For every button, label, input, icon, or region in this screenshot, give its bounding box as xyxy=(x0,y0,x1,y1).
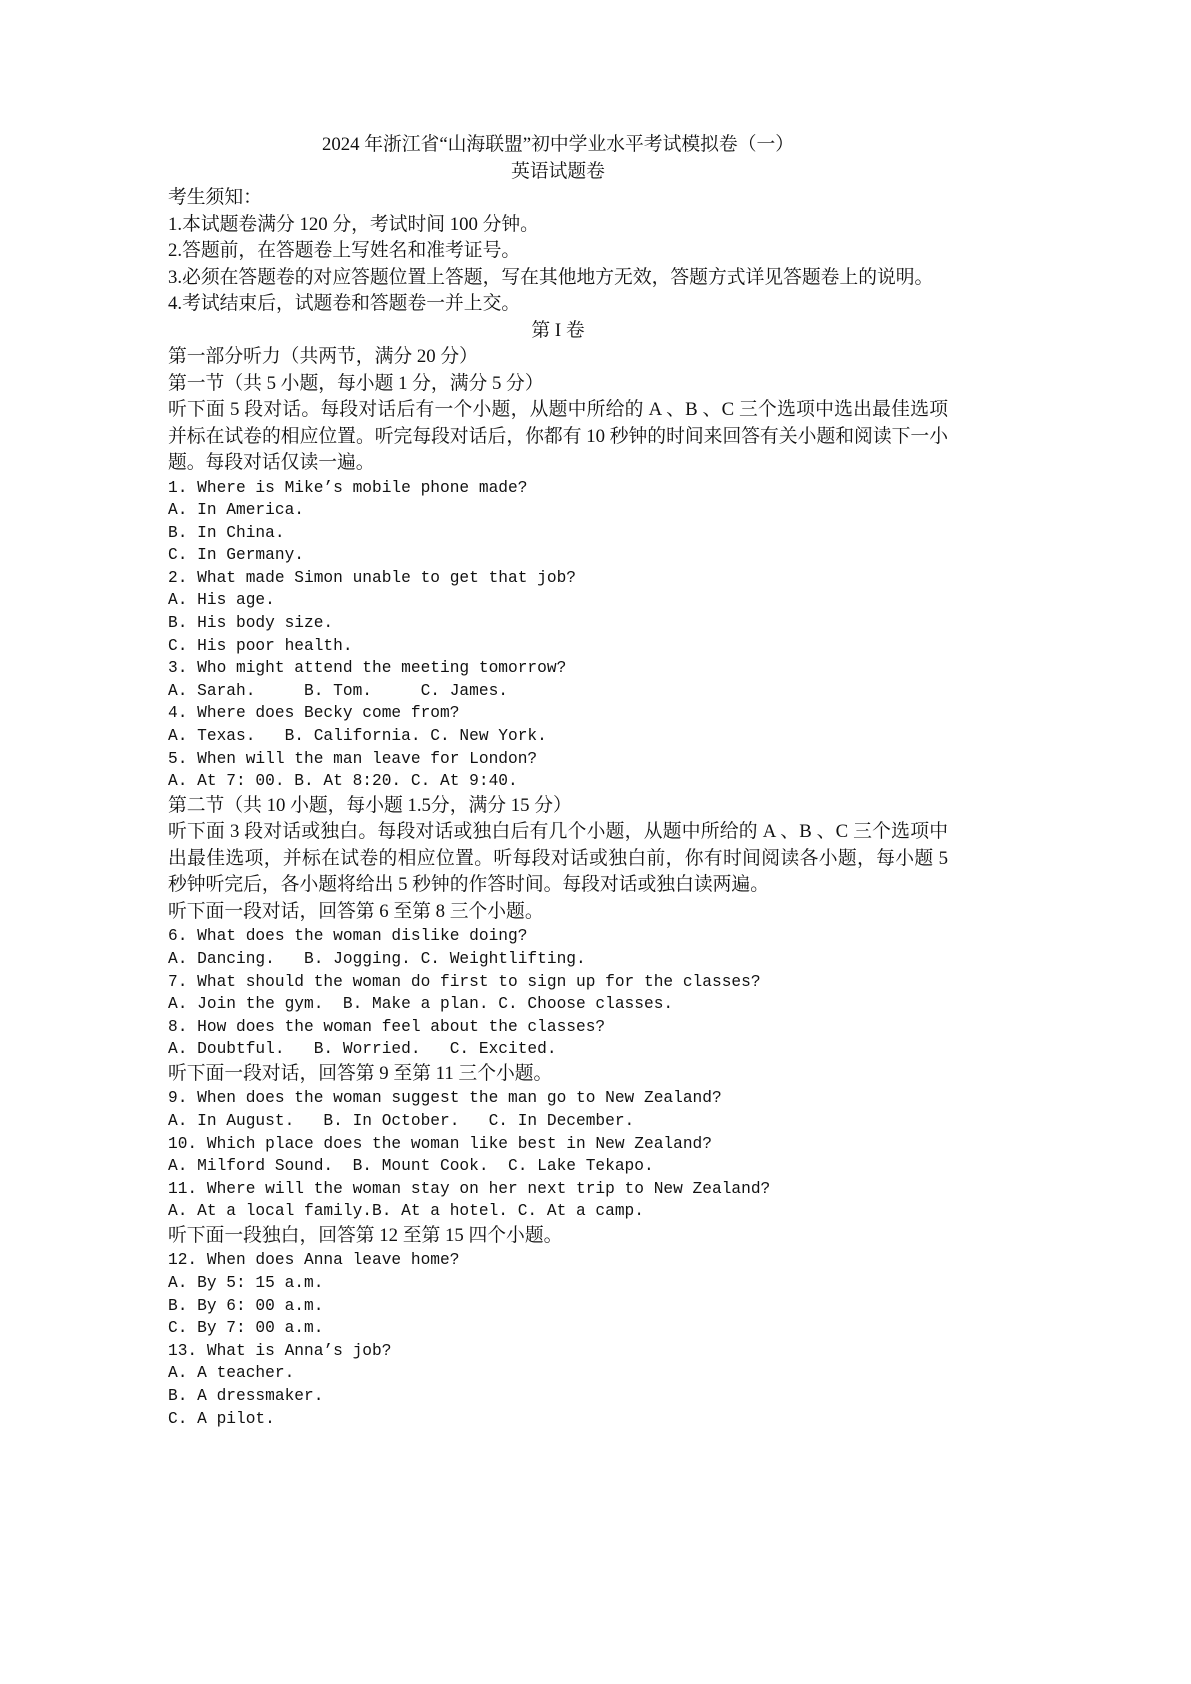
question-group xyxy=(168,899,948,1061)
part-heading: 第一部分听力（共两节，满分 20 分） xyxy=(168,346,478,367)
section-heading: 第二节（共 10 小题，每小题 1.5分，满分 15 分） xyxy=(168,794,572,816)
question-stem: 3. Who might attend the meeting tomorrow? xyxy=(168,659,567,678)
question-item xyxy=(168,925,948,970)
listening-section-1 xyxy=(168,371,948,793)
question-item xyxy=(168,971,948,1016)
answer-options-line: A. Doubtful. B. Worried. C. Excited. xyxy=(168,1040,557,1059)
question-group xyxy=(168,1223,948,1430)
question-item xyxy=(168,477,948,567)
answer-option: C. A pilot. xyxy=(168,1409,275,1428)
question-stem: 11. Where will the woman stay on her next trip to New Zealand? xyxy=(168,1179,771,1198)
question-item xyxy=(168,657,948,702)
group-intro: 听下面一段独白，回答第 12 至第 15 四个小题。 xyxy=(168,1224,563,1246)
section-heading: 第一节（共 5 小题，每小题 1 分，满分 5 分） xyxy=(168,372,544,394)
question-stem: 13. What is Anna’s job? xyxy=(168,1341,392,1360)
question-item xyxy=(168,1016,948,1061)
notice-item: 3.必须在答题卷的对应答题位置上答题，写在其他地方无效，答题方式详见答题卷上的说明。 xyxy=(168,266,934,288)
answer-options-line: A. In August. B. In October. C. In December. xyxy=(168,1111,635,1130)
section-instructions: 听下面 3 段对话或独白。每段对话或独白后有几个小题，从题中所给的 A 、B 、C 三个选项中出最佳选项，并标在试卷的相应位置。听每段对话或独白前，你有时间阅读各小题，每小题 5 秒钟听完后，各小题将给出 5 秒钟的作答时间。每段对话或独白读两遍。 xyxy=(168,821,948,896)
page-content xyxy=(168,132,948,1430)
answer-options-line: A. Milford Sound. B. Mount Cook. C. Lake Tekapo. xyxy=(168,1157,654,1176)
answer-option: A. His age. xyxy=(168,591,275,610)
answer-option: C. In Germany. xyxy=(168,546,304,565)
answer-options-line: A. Sarah. B. Tom. C. James. xyxy=(168,681,508,700)
question-group xyxy=(168,1061,948,1223)
exam-subtitle: 英语试题卷 xyxy=(511,160,605,182)
question-item xyxy=(168,748,948,793)
notice-item: 2.答题前，在答题卷上写姓名和准考证号。 xyxy=(168,240,521,261)
answer-options-line: A. Dancing. B. Jogging. C. Weightlifting. xyxy=(168,949,586,968)
question-stem: 9. When does the woman suggest the man go to New Zealand? xyxy=(168,1089,722,1108)
answer-option: A. In America. xyxy=(168,501,304,520)
exam-title: 2024 年浙江省“山海联盟”初中学业水平考试模拟卷（一） xyxy=(321,134,795,155)
group-intro: 听下面一段对话，回答第 6 至第 8 三个小题。 xyxy=(168,900,544,922)
question-item xyxy=(168,1249,948,1339)
answer-option: C. By 7: 00 a.m. xyxy=(168,1319,324,1338)
question-item xyxy=(168,1133,948,1178)
listening-section-2 xyxy=(168,793,948,1430)
question-stem: 10. Which place does the woman like best in New Zealand? xyxy=(168,1134,712,1153)
group-intro: 听下面一段对话，回答第 9 至第 11 三个小题。 xyxy=(168,1062,553,1084)
question-stem: 2. What made Simon unable to get that job? xyxy=(168,568,576,587)
question-item xyxy=(168,567,948,657)
answer-option: A. By 5: 15 a.m. xyxy=(168,1274,324,1293)
candidate-notice xyxy=(168,185,948,318)
question-item xyxy=(168,702,948,747)
notice-heading: 考生须知： xyxy=(168,187,262,208)
answer-option: C. His poor health. xyxy=(168,636,353,655)
answer-options-line: A. At a local family.B. At a hotel. C. At a camp. xyxy=(168,1202,644,1221)
question-stem: 1. Where is Mike’s mobile phone made? xyxy=(168,478,528,497)
answer-options-line: A. At 7: 00. B. At 8:20. C. At 9:40. xyxy=(168,772,518,791)
answer-option: B. A dressmaker. xyxy=(168,1387,324,1405)
answer-options-line: A. Texas. B. California. C. New York. xyxy=(168,727,547,746)
notice-item: 1.本试题卷满分 120 分，考试时间 100 分钟。 xyxy=(168,213,539,235)
answer-option: B. By 6: 00 a.m. xyxy=(168,1296,324,1315)
question-item xyxy=(168,1178,948,1223)
question-item xyxy=(168,1340,948,1430)
question-item xyxy=(168,1087,948,1132)
question-stem: 5. When will the man leave for London? xyxy=(168,749,538,768)
question-stem: 7. What should the woman do first to sign up for the classes? xyxy=(168,972,761,991)
question-stem: 12. When does Anna leave home? xyxy=(168,1251,460,1270)
question-stem: 6. What does the woman dislike doing? xyxy=(168,927,528,946)
question-stem: 8. How does the woman feel about the classes? xyxy=(168,1017,606,1036)
volume-title: 第 I 卷 xyxy=(531,319,585,341)
question-stem: 4. Where does Becky come from? xyxy=(168,704,460,723)
answer-option: A. A teacher. xyxy=(168,1364,295,1383)
answer-option: B. In China. xyxy=(168,523,285,542)
section-instructions: 听下面 5 段对话。每段对话后有一个小题，从题中所给的 A 、B 、C 三个选项中选出最佳选项并标在试卷的相应位置。听完每段对话后，你都有 10 秒钟的时间来回答有关小题和阅读下一小题。每段对话仅读一遍。 xyxy=(168,399,948,473)
answer-option: B. His body size. xyxy=(168,614,334,633)
answer-options-line: A. Join the gym. B. Make a plan. C. Choose classes. xyxy=(168,995,674,1014)
notice-item: 4.考试结束后，试题卷和答题卷一并上交。 xyxy=(168,293,521,314)
